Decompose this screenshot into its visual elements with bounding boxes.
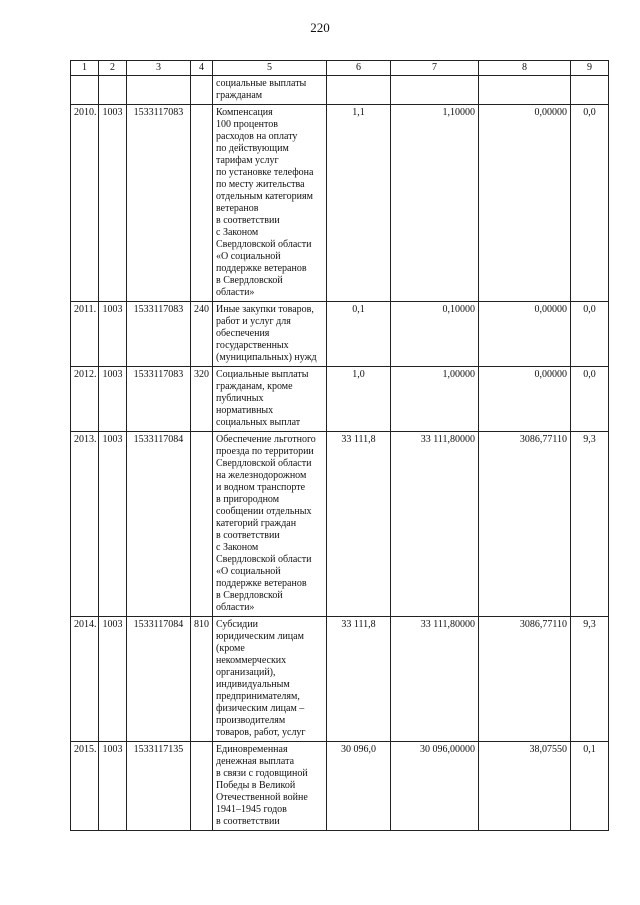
table-row <box>71 302 609 367</box>
description-line: Победы в Великой <box>216 780 296 791</box>
row-number-cell <box>71 76 99 105</box>
description-line: предпринимателям, <box>216 691 300 702</box>
description-line: и водном транспорте <box>216 482 306 493</box>
executed-amount-cell: 3086,77110 <box>479 432 571 617</box>
target-article-cell: 1533117084 <box>127 617 191 742</box>
description-line: работ и услуг для <box>216 316 291 327</box>
description-line: государственных <box>216 340 289 351</box>
description-line: 100 процентов <box>216 119 278 130</box>
description-line: Обеспечение льготного <box>216 434 316 445</box>
description-line: ветеранов <box>216 203 259 214</box>
table-row <box>71 432 609 617</box>
description-line: Свердловской области <box>216 458 312 469</box>
table-body <box>71 76 609 831</box>
column-header-5: 5 <box>213 61 327 76</box>
section-code-cell: 1003 <box>99 302 127 367</box>
expense-type-cell <box>191 105 213 302</box>
target-article-cell: 1533117083 <box>127 367 191 432</box>
table-row <box>71 105 609 302</box>
table-row <box>71 617 609 742</box>
section-code-cell <box>99 76 127 105</box>
approved-amount-cell: 0,1 <box>327 302 391 367</box>
page-number: 220 <box>310 20 330 35</box>
description-cell <box>213 302 327 367</box>
adjusted-amount-cell <box>391 76 479 105</box>
column-header-7: 7 <box>391 61 479 76</box>
description-line: Иные закупки товаров, <box>216 304 314 315</box>
description-line: индивидуальным <box>216 679 290 690</box>
section-code-cell: 1003 <box>99 105 127 302</box>
description-line: расходов на оплату <box>216 131 298 142</box>
adjusted-amount-cell: 1,10000 <box>391 105 479 302</box>
description-line: с Законом <box>216 542 259 553</box>
table-row <box>71 742 609 831</box>
description-line: в связи с годовщиной <box>216 768 308 779</box>
description-line: обеспечения <box>216 328 270 339</box>
description-line: «О социальной <box>216 566 281 577</box>
description-line: Единовременная <box>216 744 288 755</box>
column-header-8: 8 <box>479 61 571 76</box>
column-header-1: 1 <box>71 61 99 76</box>
row-number-cell: 2012. <box>71 367 99 432</box>
expense-type-cell <box>191 432 213 617</box>
description-line: в Свердловской <box>216 590 283 601</box>
description-line: Социальные выплаты <box>216 369 309 380</box>
description-line: по месту жительства <box>216 179 305 190</box>
row-number-cell: 2011. <box>71 302 99 367</box>
approved-amount-cell: 1,0 <box>327 367 391 432</box>
description-line: Компенсация <box>216 107 273 118</box>
section-code-cell: 1003 <box>99 432 127 617</box>
description-line: области» <box>216 287 255 298</box>
target-article-cell: 1533117135 <box>127 742 191 831</box>
description-line: социальные выплаты <box>216 78 307 89</box>
description-cell <box>213 742 327 831</box>
execution-percent-cell: 0,0 <box>571 367 609 432</box>
column-header-9: 9 <box>571 61 609 76</box>
approved-amount-cell: 1,1 <box>327 105 391 302</box>
executed-amount-cell <box>479 76 571 105</box>
expense-type-cell <box>191 742 213 831</box>
description-line: сообщении отдельных <box>216 506 312 517</box>
column-header-6: 6 <box>327 61 391 76</box>
executed-amount-cell: 3086,77110 <box>479 617 571 742</box>
description-line: поддержке ветеранов <box>216 578 307 589</box>
description-line: производителям <box>216 715 286 726</box>
executed-amount-cell: 0,00000 <box>479 105 571 302</box>
description-line: по действующим <box>216 143 289 154</box>
description-line: в соответствии <box>216 215 280 226</box>
description-line: в соответствии <box>216 816 280 827</box>
target-article-cell: 1533117083 <box>127 105 191 302</box>
adjusted-amount-cell: 33 111,80000 <box>391 617 479 742</box>
row-number-cell: 2013. <box>71 432 99 617</box>
description-line: гражданам, кроме <box>216 381 293 392</box>
target-article-cell <box>127 76 191 105</box>
table-row <box>71 367 609 432</box>
target-article-cell: 1533117084 <box>127 432 191 617</box>
description-line: проезда по территории <box>216 446 314 457</box>
description-line: гражданам <box>216 90 263 101</box>
description-line: на железнодорожном <box>216 470 307 481</box>
adjusted-amount-cell: 30 096,00000 <box>391 742 479 831</box>
description-line: организаций), <box>216 667 276 678</box>
description-line: с Законом <box>216 227 259 238</box>
execution-percent-cell: 9,3 <box>571 432 609 617</box>
section-code-cell: 1003 <box>99 742 127 831</box>
description-line: Свердловской области <box>216 554 312 565</box>
row-number-cell: 2010. <box>71 105 99 302</box>
table-row <box>71 76 609 105</box>
description-line: отдельным категориям <box>216 191 313 202</box>
description-line: (муниципальных) нужд <box>216 352 317 363</box>
description-line: Свердловской области <box>216 239 312 250</box>
description-line: юридическим лицам <box>216 631 304 642</box>
execution-percent-cell: 0,1 <box>571 742 609 831</box>
expense-type-cell: 320 <box>191 367 213 432</box>
description-line: в пригородном <box>216 494 280 505</box>
description-line: товаров, работ, услуг <box>216 727 306 738</box>
adjusted-amount-cell: 33 111,80000 <box>391 432 479 617</box>
expense-type-cell <box>191 76 213 105</box>
budget-table <box>70 60 609 831</box>
column-header-4: 4 <box>191 61 213 76</box>
approved-amount-cell: 30 096,0 <box>327 742 391 831</box>
section-code-cell: 1003 <box>99 617 127 742</box>
row-number-cell: 2014. <box>71 617 99 742</box>
description-line: поддержке ветеранов <box>216 263 307 274</box>
executed-amount-cell: 0,00000 <box>479 302 571 367</box>
description-cell <box>213 76 327 105</box>
execution-percent-cell: 9,3 <box>571 617 609 742</box>
description-line: в Свердловской <box>216 275 283 286</box>
description-line: в соответствии <box>216 530 280 541</box>
column-header-3: 3 <box>127 61 191 76</box>
description-line: категорий граждан <box>216 518 297 529</box>
approved-amount-cell <box>327 76 391 105</box>
approved-amount-cell: 33 111,8 <box>327 617 391 742</box>
description-cell <box>213 432 327 617</box>
description-line: 1941–1945 годов <box>216 804 287 815</box>
expense-type-cell: 810 <box>191 617 213 742</box>
description-line: тарифам услуг <box>216 155 279 166</box>
row-number-cell: 2015. <box>71 742 99 831</box>
description-line: публичных <box>216 393 264 404</box>
executed-amount-cell: 38,07550 <box>479 742 571 831</box>
adjusted-amount-cell: 1,00000 <box>391 367 479 432</box>
description-cell <box>213 367 327 432</box>
execution-percent-cell: 0,0 <box>571 302 609 367</box>
expense-type-cell: 240 <box>191 302 213 367</box>
description-line: социальных выплат <box>216 417 301 428</box>
description-line: по установке телефона <box>216 167 314 178</box>
section-code-cell: 1003 <box>99 367 127 432</box>
description-line: области» <box>216 602 255 613</box>
adjusted-amount-cell: 0,10000 <box>391 302 479 367</box>
description-line: (кроме <box>216 643 245 654</box>
column-header-2: 2 <box>99 61 127 76</box>
description-cell <box>213 105 327 302</box>
execution-percent-cell <box>571 76 609 105</box>
target-article-cell: 1533117083 <box>127 302 191 367</box>
description-line: нормативных <box>216 405 274 416</box>
description-line: Отечественной войне <box>216 792 308 803</box>
description-cell <box>213 617 327 742</box>
description-line: физическим лицам – <box>216 703 305 714</box>
execution-percent-cell: 0,0 <box>571 105 609 302</box>
executed-amount-cell: 0,00000 <box>479 367 571 432</box>
description-line: «О социальной <box>216 251 281 262</box>
description-line: денежная выплата <box>216 756 295 767</box>
approved-amount-cell: 33 111,8 <box>327 432 391 617</box>
table-header-row <box>71 61 609 76</box>
description-line: Субсидии <box>216 619 258 630</box>
description-line: некоммерческих <box>216 655 287 666</box>
